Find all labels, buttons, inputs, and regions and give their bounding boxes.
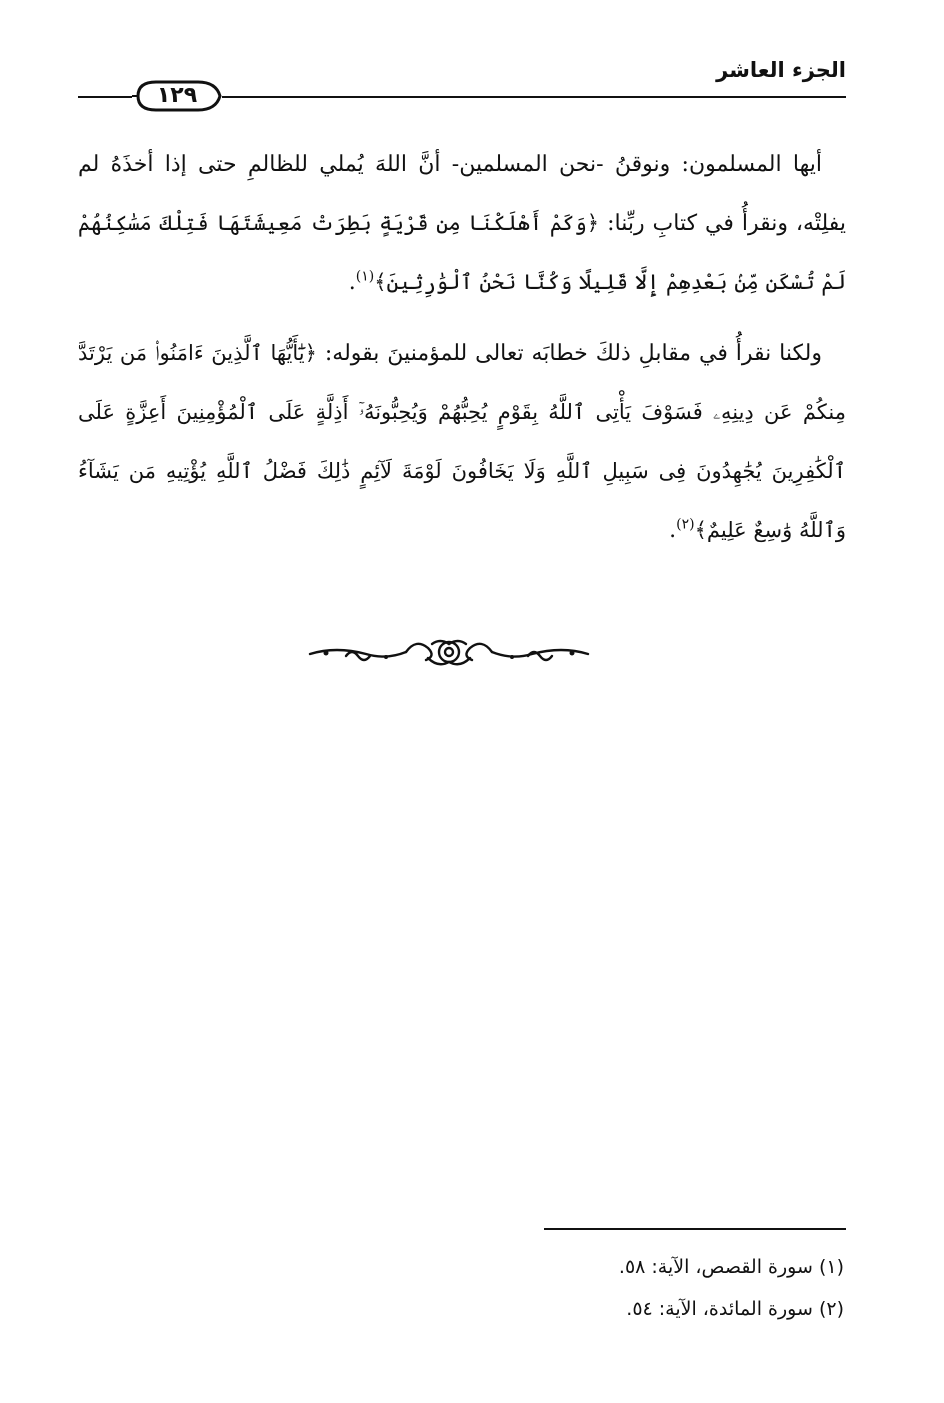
main-text bbox=[78, 136, 846, 572]
chapter-title: الجزء العاشر bbox=[716, 58, 846, 82]
page-number-badge bbox=[132, 76, 222, 116]
footnote-1: (١) سورة القصص، الآية: ٥٨. bbox=[618, 1256, 844, 1278]
footnotes bbox=[344, 1246, 844, 1330]
footnote-rule bbox=[544, 1228, 846, 1230]
footnote-ref-2[interactable]: (٢) bbox=[676, 516, 695, 533]
quran-verse-2: ﴿يَٰٓأَيُّهَا ٱلَّذِينَ ءَامَنُوا۟ مَن يَرْتَدَّ مِنكُمْ عَن دِينِهِۦ فَسَوْفَ يَأْتِى ٱللَّهُ بِقَوْمٍ يُحِبُّهُمْ وَيُحِبُّونَهُۥٓ أَذِلَّةٍ عَلَى ٱلْمُؤْمِنِينَ أَعِزَّةٍ عَلَى ٱلْكَٰفِرِينَ يُجَٰهِدُونَ فِى سَبِيلِ ٱللَّهِ وَلَا يَخَافُونَ لَوْمَةَ لَآئِمٍ ذَٰلِكَ فَضْلُ ٱللَّهِ يُؤْتِيهِ مَن يَشَآءُ وَٱللَّهُ وَٰسِعٌ عَلِيمٌ﴾ bbox=[78, 341, 846, 542]
paragraph-2 bbox=[78, 324, 846, 560]
footnote-2: (٢) سورة المائدة، الآية: ٥٤. bbox=[626, 1298, 844, 1320]
page-number: ١٢٩ bbox=[156, 83, 198, 108]
footnote-ref-1[interactable]: (١) bbox=[355, 268, 375, 285]
paragraph-1-text: أيها المسلمون: ونوقنُ -نحن المسلمين- أنَّ اللهَ يُملي للظالمِ حتى إذا أخذَهُ لم يفلِتْه، ونقرأُ في كتابِ ربِّنا: bbox=[78, 152, 847, 236]
paragraph-1 bbox=[78, 136, 846, 312]
paragraph-2-end: . bbox=[669, 518, 677, 543]
ornament-divider-icon bbox=[306, 636, 592, 668]
quran-verse-1: ﴿وَكَمْ أَهْلَكْنَا مِن قَرْيَةٍ بَطِرَتْ مَعِيشَتَهَا فَتِلْكَ مَسَٰكِنُهُمْ لَمْ تُسْكَن مِّنۢ بَعْدِهِمْ إِلَّا قَلِيلًا وَكُنَّا نَحْنُ ٱلْوَٰرِثِينَ﴾ bbox=[78, 211, 846, 294]
paragraph-1-end: . bbox=[348, 270, 356, 295]
paragraph-2-text: ولكنا نقرأُ في مقابلِ ذلكَ خطابَه تعالى للمؤمنينَ بقوله: bbox=[316, 341, 822, 366]
